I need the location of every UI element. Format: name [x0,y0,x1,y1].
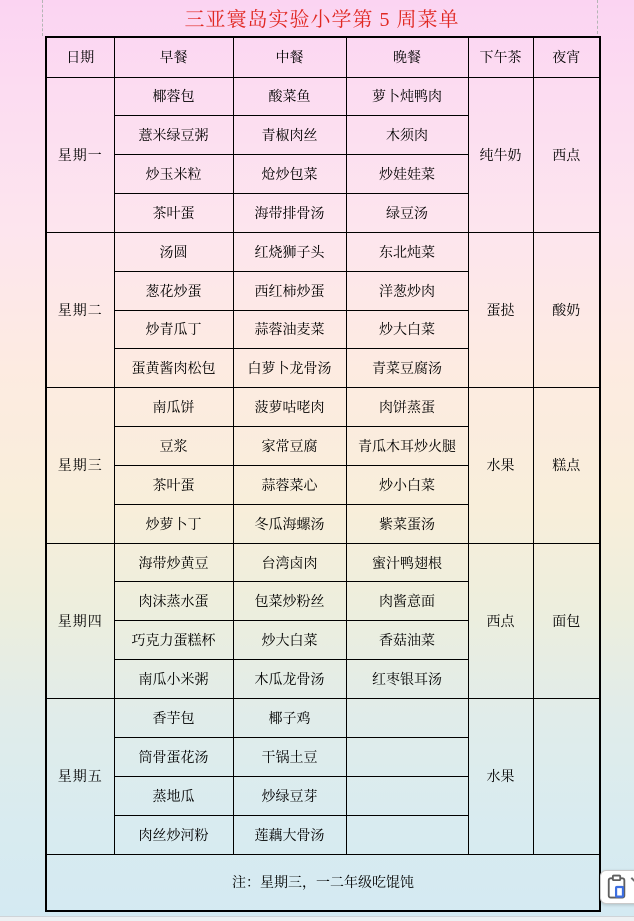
column-header-tea: 下午茶 [468,37,533,77]
table-row [46,699,600,738]
meal-cell: 肉沫蒸水蛋 [114,582,233,621]
day-cell-monday: 星期一 [46,77,114,232]
copy-button[interactable] [600,870,634,904]
meal-cell: 葱花炒蛋 [114,271,233,310]
meal-cell: 炒萝卜丁 [114,504,233,543]
meal-cell: 酸菜鱼 [233,77,346,116]
meal-cell: 南瓜小米粥 [114,660,233,699]
meal-cell: 木瓜龙骨汤 [233,660,346,699]
meal-cell: 包菜炒粉丝 [233,582,346,621]
meal-cell: 红烧狮子头 [233,232,346,271]
meal-cell: 绿豆汤 [346,194,468,233]
column-header-snack: 夜宵 [533,37,600,77]
meal-cell: 肉丝炒河粉 [114,815,233,854]
meal-cell: 蒜蓉油麦菜 [233,310,346,349]
meal-cell: 炒娃娃菜 [346,155,468,194]
column-header-date: 日期 [46,37,114,77]
meal-cell: 青瓜木耳炒火腿 [346,427,468,466]
meal-cell: 蛋黄酱肉松包 [114,349,233,388]
snack-cell [533,699,600,855]
table-row [46,388,600,427]
meal-cell [346,776,468,815]
snack-cell: 酸奶 [533,232,600,387]
meal-cell: 蒸地瓜 [114,776,233,815]
table-row [46,543,600,582]
meal-cell: 肉饼蒸蛋 [346,388,468,427]
tea-cell: 蛋挞 [468,232,533,387]
meal-cell: 南瓜饼 [114,388,233,427]
meal-cell: 青椒肉丝 [233,116,346,155]
meal-cell: 莲藕大骨汤 [233,815,346,854]
note-row [46,854,600,911]
column-header-dinner: 晚餐 [346,37,468,77]
meal-cell: 炒青瓜丁 [114,310,233,349]
table-row [46,77,600,116]
meal-cell: 巧克力蛋糕杯 [114,621,233,660]
tea-cell: 西点 [468,543,533,698]
meal-cell: 椰蓉包 [114,77,233,116]
meal-cell: 茶叶蛋 [114,465,233,504]
meal-cell: 蜜汁鸭翅根 [346,543,468,582]
meal-cell: 汤圆 [114,232,233,271]
meal-cell: 海带炒黄豆 [114,543,233,582]
meal-cell: 台湾卤肉 [233,543,346,582]
note-text: 注：星期三，一二年级吃馄饨 [46,854,600,911]
meal-cell: 蒜蓉菜心 [233,465,346,504]
day-cell-wednesday: 星期三 [46,388,114,543]
meal-cell: 干锅土豆 [233,737,346,776]
header-row [46,37,600,77]
meal-cell: 木须肉 [346,116,468,155]
table-row [46,232,600,271]
snack-cell: 糕点 [533,388,600,543]
meal-cell: 炒玉米粒 [114,155,233,194]
meal-cell [346,815,468,854]
meal-cell: 萝卜炖鸭肉 [346,77,468,116]
meal-cell: 西红柿炒蛋 [233,271,346,310]
meal-cell: 炒绿豆芽 [233,776,346,815]
meal-cell: 炒小白菜 [346,465,468,504]
meal-cell: 肉酱意面 [346,582,468,621]
column-header-breakfast: 早餐 [114,37,233,77]
day-cell-tuesday: 星期二 [46,232,114,387]
meal-cell: 青菜豆腐汤 [346,349,468,388]
meal-cell: 香芋包 [114,699,233,738]
meal-cell [346,699,468,738]
meal-cell: 炒大白菜 [346,310,468,349]
meal-cell: 白萝卜龙骨汤 [233,349,346,388]
snack-cell: 西点 [533,77,600,232]
clipboard-icon [606,874,628,900]
meal-cell: 海带排骨汤 [233,194,346,233]
menu-table [45,36,601,912]
tea-cell: 纯牛奶 [468,77,533,232]
meal-cell: 东北炖菜 [346,232,468,271]
meal-cell: 洋葱炒肉 [346,271,468,310]
meal-cell: 红枣银耳汤 [346,660,468,699]
meal-cell: 炒大白菜 [233,621,346,660]
window-bottom-edge [0,916,634,921]
meal-cell: 筒骨蛋花汤 [114,737,233,776]
meal-cell: 冬瓜海螺汤 [233,504,346,543]
meal-cell: 香菇油菜 [346,621,468,660]
meal-cell [346,737,468,776]
snack-cell: 面包 [533,543,600,698]
page-title: 三亚寰岛实验小学第 5 周菜单 [184,9,460,31]
day-cell-thursday: 星期四 [46,543,114,698]
column-header-lunch: 中餐 [233,37,346,77]
meal-cell: 茶叶蛋 [114,194,233,233]
tea-cell: 水果 [468,388,533,543]
meal-cell: 菠萝咕咾肉 [233,388,346,427]
day-cell-friday: 星期五 [46,699,114,855]
tea-cell: 水果 [468,699,533,855]
meal-cell: 炝炒包菜 [233,155,346,194]
meal-cell: 紫菜蛋汤 [346,504,468,543]
print-boundary-dashed-line-left [42,0,43,36]
meal-cell: 薏米绿豆粥 [114,116,233,155]
meal-cell: 豆浆 [114,427,233,466]
meal-cell: 椰子鸡 [233,699,346,738]
meal-cell: 家常豆腐 [233,427,346,466]
